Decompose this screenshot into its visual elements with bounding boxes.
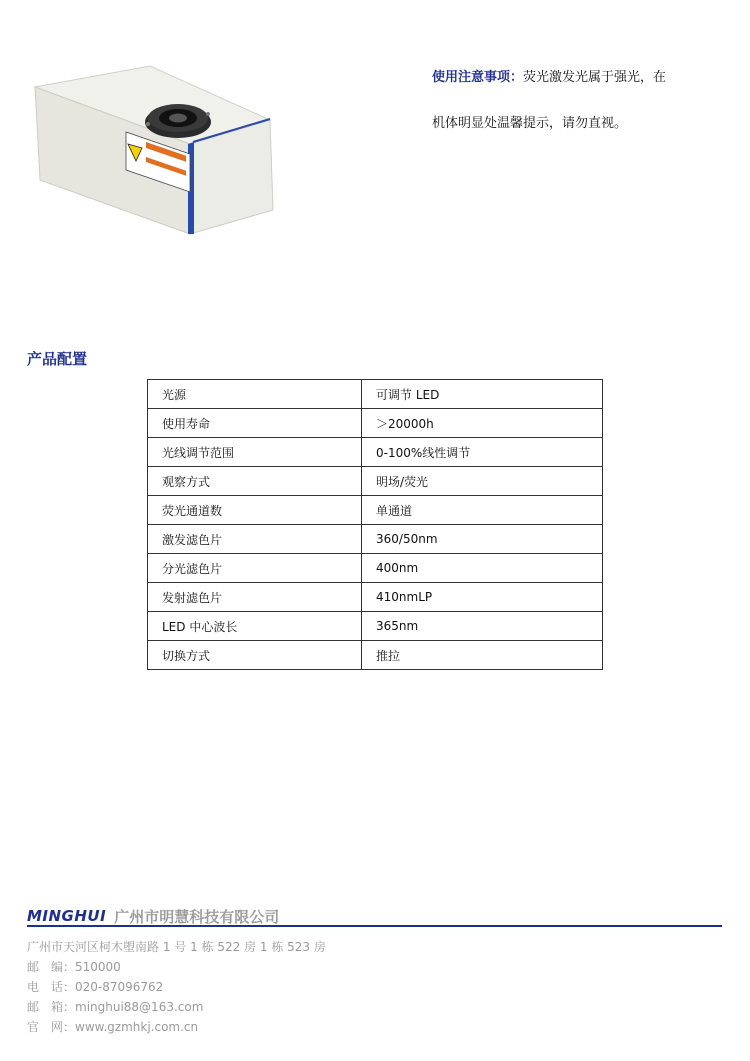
footer-brand — [27, 906, 279, 926]
brand-logo: MINGHUI — [27, 907, 107, 925]
spec-name: 光线调节范围 — [148, 438, 362, 467]
spec-name: 激发滤色片 — [148, 525, 362, 554]
postcode: 邮 编：510000 — [27, 960, 121, 974]
spec-name: 光源 — [148, 380, 362, 409]
spec-value: 365nm — [362, 612, 603, 641]
spec-value: 明场/荧光 — [362, 467, 603, 496]
spec-value: 可调节 LED — [362, 380, 603, 409]
product-image — [30, 62, 275, 242]
spec-value: 410nmLP — [362, 583, 603, 612]
spec-value: 推拉 — [362, 641, 603, 670]
spec-value: 0-100%线性调节 — [362, 438, 603, 467]
table-row — [148, 554, 603, 583]
contact-info — [27, 937, 326, 1037]
phone: 电 话：020-87096762 — [27, 980, 164, 994]
spec-value: 单通道 — [362, 496, 603, 525]
table-row — [148, 612, 603, 641]
table-row — [148, 496, 603, 525]
specs-table — [147, 379, 603, 670]
safety-notice — [432, 66, 732, 136]
spec-value: ＞20000h — [362, 409, 603, 438]
spec-value: 360/50nm — [362, 525, 603, 554]
notice-line-1 — [432, 66, 732, 90]
spec-name: 切换方式 — [148, 641, 362, 670]
spec-value: 400nm — [362, 554, 603, 583]
notice-label: 使用注意事项： — [432, 70, 524, 85]
table-row — [148, 438, 603, 467]
spec-name: 使用寿命 — [148, 409, 362, 438]
table-row — [148, 583, 603, 612]
table-row — [148, 467, 603, 496]
table-row — [148, 409, 603, 438]
spec-name: 发射滤色片 — [148, 583, 362, 612]
spec-name: LED 中心波长 — [148, 612, 362, 641]
table-row — [148, 380, 603, 409]
notice-text-1: 荧光激发光属于强光，在 — [523, 70, 667, 85]
company-name: 广州市明慧科技有限公司 — [114, 907, 280, 926]
section-title: 产品配置 — [27, 350, 88, 368]
spec-name: 荧光通道数 — [148, 496, 362, 525]
table-row — [148, 525, 603, 554]
notice-line-2: 机体明显处温馨提示，请勿直视。 — [432, 116, 628, 131]
email: 邮 箱：minghui88@163.com — [27, 1000, 204, 1014]
website: 官 网：www.gzmhkj.com.cn — [27, 1020, 199, 1034]
table-row — [148, 641, 603, 670]
spec-name: 观察方式 — [148, 467, 362, 496]
footer-divider — [27, 925, 722, 927]
spec-name: 分光滤色片 — [148, 554, 362, 583]
address: 广州市天河区柯木塱南路 1 号 1 栋 522 房 1 栋 523 房 — [27, 940, 326, 954]
